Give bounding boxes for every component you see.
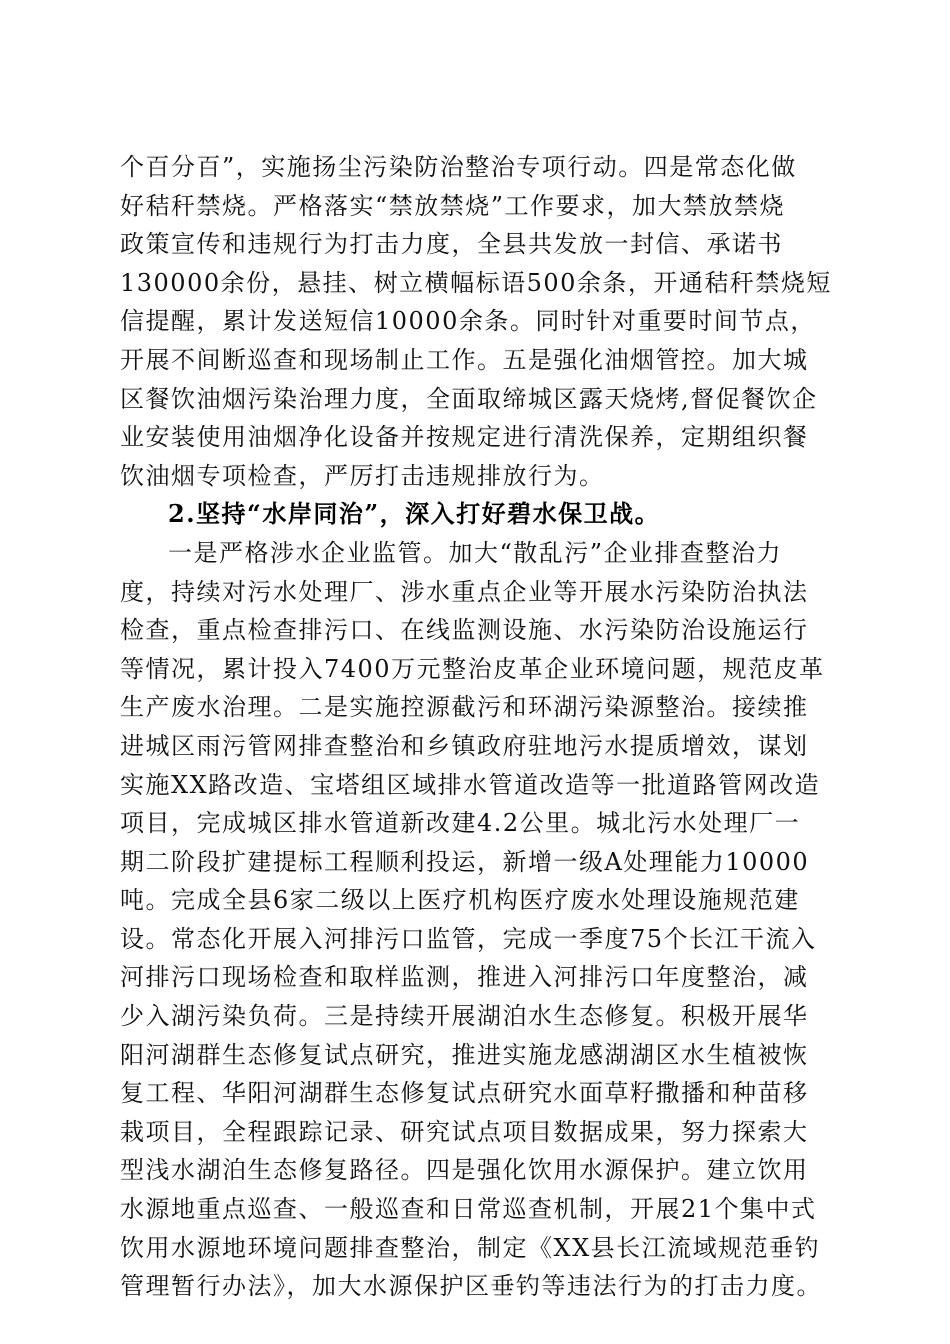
text-line: 一是严格涉水企业监管。加大“散乱污”企业排查整治力 xyxy=(168,538,783,567)
text-line: 设。常态化开展入河排污口监管，完成一季度75个长江干流入 xyxy=(120,924,817,953)
text-line: 政策宣传和违规行为打击力度，全县共发放一封信、承诺书 xyxy=(120,230,783,259)
paragraph-continued xyxy=(120,148,840,495)
text-line: 复工程、华阳河湖群生态修复试点研究水面草籽撒播和种苗移 xyxy=(120,1079,809,1108)
text-line: 生产废水治理。二是实施控源截污和环湖污染源整治。接续推 xyxy=(120,693,809,722)
text-line: 吨。完成全县6家二级以上医疗机构医疗废水处理设施规范建 xyxy=(120,886,800,915)
text-line: 个百分百”，实施扬尘污染防治整治专项行动。四是常态化做 xyxy=(120,153,797,181)
text-line: 饮油烟专项检查，严厉打击违规排放行为。 xyxy=(120,461,605,490)
text-line: 业安装使用油烟净化设备并按规定进行清洗保养，定期组织餐 xyxy=(120,423,809,452)
text-line: 河排污口现场检查和取样监测，推进入河排污口年度整治，减 xyxy=(120,963,809,992)
text-line: 水源地重点巡查、一般巡查和日常巡查机制，开展21个集中式 xyxy=(120,1195,817,1224)
paragraph-water xyxy=(120,534,840,1306)
text-line: 进城区雨污管网排查整治和乡镇政府驻地污水提质增效，谋划 xyxy=(120,731,809,760)
text-line: 少入湖污染负荷。三是持续开展湖泊水生态修复。积极开展华 xyxy=(120,1002,809,1031)
text-line: 栽项目，全程跟踪记录、研究试点项目数据成果，努力探索大 xyxy=(120,1117,809,1146)
text-line: 检查，重点检查排污口、在线监测设施、水污染防治设施运行 xyxy=(120,616,809,645)
text-line: 管理暂行办法》，加大水源保护区垂钓等违法行为的打击力度。 xyxy=(120,1272,822,1301)
text-line: 信提醒，累计发送短信10000余条。同时针对重要时间节点， xyxy=(120,307,816,336)
text-line: 130000余份，悬挂、树立横幅标语500余条，开通秸秆禁烧短 xyxy=(120,268,832,297)
text-line: 期二阶段扩建提标工程顺利投运，新增一级A处理能力10000 xyxy=(120,847,810,876)
text-line: 项目，完成城区排水管道新改建4.2公里。城北污水处理厂一 xyxy=(120,809,801,838)
text-line: 实施XX路改造、宝塔组区域排水管道改造等一批道路管网改造 xyxy=(120,770,821,799)
text-line: 开展不间断巡查和现场制止工作。五是强化油烟管控。加大城 xyxy=(120,345,809,374)
text-line: 阳河湖群生态修复试点研究，推进实施龙感湖湖区水生植被恢 xyxy=(120,1040,809,1069)
text-line: 饮用水源地环境问题排查整治，制定《XX县长江流域规范垂钓 xyxy=(120,1233,821,1262)
text-line: 度，持续对污水处理厂、涉水重点企业等开展水污染防治执法 xyxy=(120,577,809,606)
section-heading: 2.坚持“水岸同治”，深入打好碧水保卫战。 xyxy=(168,499,661,529)
text-line: 区餐饮油烟污染治理力度，全面取缔城区露天烧烤,督促餐饮企 xyxy=(120,384,818,413)
text-line: 型浅水湖泊生态修复路径。四是强化饮用水源保护。建立饮用 xyxy=(120,1156,809,1185)
text-line: 等情况，累计投入7400万元整治皮革企业环境问题，规范皮革 xyxy=(120,654,825,683)
document-body xyxy=(120,148,840,1306)
text-line: 好秸秆禁烧。严格落实“禁放禁烧”工作要求，加大禁放禁烧 xyxy=(120,191,786,220)
